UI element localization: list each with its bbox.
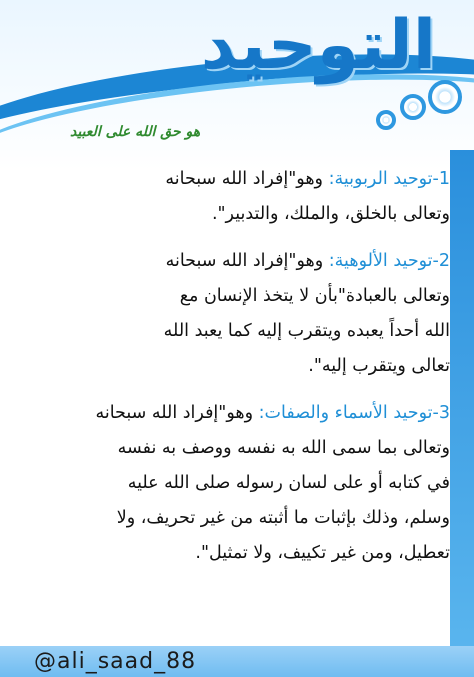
section-line: تعالى ويتقرب إليه". [308,356,450,376]
header-banner [0,0,474,170]
page-title: التوحيد [200,6,436,85]
section-rububiyya [22,162,450,232]
section-text: وهو"إفراد الله سبحانه [95,403,254,423]
section-line: وتعالى بما سمى الله به نفسه ووصف به نفسه [117,438,450,458]
section-line: وسلم، وذلك بإثبات ما أثبته من غير تحريف، ولا [116,508,450,528]
section-text: وهو"إفراد الله سبحانه [165,251,324,271]
section-line: تعطيل، ومن غير تكييف، ولا تمثيل". [195,543,450,563]
section-asma-sifat [22,396,450,571]
section-heading: 2-توحيد الألوهية: [328,251,450,271]
side-bar-decoration [450,150,474,677]
section-line: وتعالى بالعبادة"بأن لا يتخذ الإنسان مع [179,286,450,306]
circle-icon [376,110,396,130]
decorative-circles [358,60,468,140]
section-heading: 1-توحيد الربوبية: [328,169,450,189]
author-handle: @ali_saad_88 [34,649,197,674]
section-line [22,396,450,431]
section-line: وتعالى بالخلق، والملك، والتدبير". [211,204,450,224]
circle-icon [400,94,426,120]
section-line [22,162,450,197]
section-line: في كتابه أو على لسان رسوله صلى الله عليه [127,473,450,493]
circle-icon [428,80,462,114]
content-body [22,162,450,583]
subtitle: هو حق الله على العبيد [70,124,201,140]
section-line: الله أحداً يعبده ويتقرب إليه كما يعبد الله [163,321,450,341]
footer-bar [0,646,474,677]
section-heading: 3-توحيد الأسماء والصفات: [258,403,450,423]
section-text: وهو"إفراد الله سبحانه [165,169,324,189]
section-uluhiyya [22,244,450,384]
section-line [22,244,450,279]
